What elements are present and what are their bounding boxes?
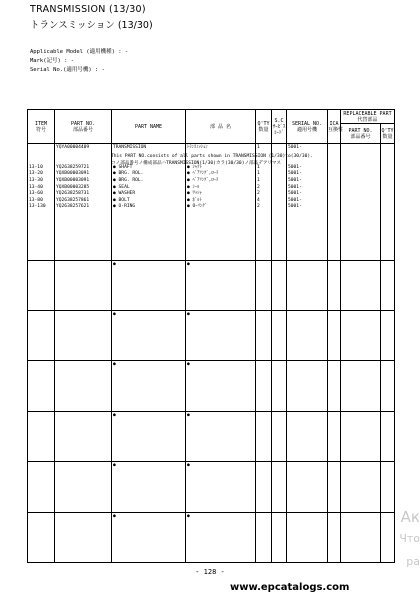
cell-item: 13-60	[29, 191, 43, 197]
col-serial-header: SERIAL NO. 適用号機	[287, 110, 328, 144]
cell-qty: 2	[257, 204, 260, 210]
cell-empty	[55, 512, 112, 562]
serial-no-field: Serial No.(適用号機) : -	[30, 67, 105, 73]
cell-empty	[328, 462, 341, 512]
table-row	[28, 361, 395, 411]
cell-empty	[256, 260, 272, 310]
cell-part-no: YQ2638259721	[56, 164, 90, 170]
cell-empty	[341, 512, 381, 562]
mark-field: Mark(記号) : -	[30, 58, 75, 64]
cell-sc	[273, 178, 286, 185]
consists-note-jp: コノ部品番号ノ構成部品ハTRANSMISSION(1/30)カラ(30/30)ノ部品デアリマス	[111, 160, 281, 166]
cell-empty	[55, 411, 112, 461]
cell-empty	[341, 311, 381, 361]
page-title-jp: トランスミッション (13/30)	[30, 20, 153, 31]
bullet-marker: ●	[187, 463, 190, 469]
cell-empty	[272, 260, 287, 310]
cell-qty: 1	[257, 164, 260, 170]
cell-part-no-column	[55, 144, 112, 261]
cell-empty	[112, 411, 186, 461]
cell-part-name: ● SHAFT	[113, 164, 133, 170]
watermark-line-2: Что	[399, 532, 420, 545]
cell-sc	[273, 185, 286, 192]
cell-empty	[381, 361, 395, 411]
cell-part-name: TRANSMISSION	[113, 145, 147, 150]
cell-empty	[328, 260, 341, 310]
bullet-marker: ●	[113, 513, 116, 519]
cell-empty	[328, 411, 341, 461]
bullet-marker: ●	[113, 312, 116, 318]
cell-empty	[256, 462, 272, 512]
watermark-line-3: ра	[406, 555, 420, 568]
cell-empty	[287, 411, 328, 461]
cell-serial: 5001-	[288, 171, 302, 177]
col-sc-header: S.C ｻｰﾋﾞｽ ｺｰﾄﾞ	[272, 110, 287, 144]
cell-item: 13-10	[29, 164, 43, 170]
cell-empty	[341, 144, 381, 261]
cell-empty	[55, 361, 112, 411]
col-item-header: ITEM 符号	[28, 110, 55, 144]
cell-empty	[272, 311, 287, 361]
cell-qty: 1	[257, 145, 260, 150]
cell-part-name: ● WASHER	[113, 191, 136, 197]
cell-empty	[328, 361, 341, 411]
cell-empty	[287, 512, 328, 562]
cell-part-no: YQXB00003091	[56, 171, 90, 177]
cell-serial: 5001-	[288, 145, 302, 150]
cell-part-no: YQXB00003091	[56, 177, 90, 183]
cell-empty	[341, 260, 381, 310]
cell-empty	[341, 411, 381, 461]
col-r-part-no-header: PART NO. 部品番号	[341, 124, 381, 144]
cell-serial: 5001-	[288, 184, 302, 190]
cell-empty	[112, 462, 186, 512]
cell-item: 13-30	[29, 177, 43, 183]
cell-empty	[256, 311, 272, 361]
col-part-name-header: PART NAME	[112, 110, 186, 144]
cell-empty	[287, 462, 328, 512]
cell-empty	[186, 361, 256, 411]
cell-part-no: YQ2638258731	[56, 191, 90, 197]
cell-item: 13-20	[29, 171, 43, 177]
bullet-marker: ●	[187, 513, 190, 519]
cell-sc	[273, 191, 286, 198]
cell-empty	[381, 512, 395, 562]
cell-empty	[381, 411, 395, 461]
cell-item-column	[28, 144, 55, 261]
cell-part-name-jp: ● ﾜｯｼｬ	[187, 191, 202, 197]
cell-empty	[341, 462, 381, 512]
cell-item	[29, 145, 54, 152]
col-qty-header: Q'TY 数量	[256, 110, 272, 144]
cell-empty	[287, 361, 328, 411]
cell-part-no: YQ2638257621	[56, 204, 90, 210]
cell-empty	[28, 411, 55, 461]
table-row	[28, 411, 395, 461]
note-spacer	[56, 158, 111, 165]
cell-part-name-jp: ● ﾍﾞｱﾘﾝｸﾞ,ﾛｰﾗ	[187, 171, 219, 177]
cell-part-name-jp: ﾄﾗﾝｽﾐｯｼｮﾝ	[187, 145, 208, 150]
cell-part-name-jp: ● Oｰﾘﾝｸﾞ	[187, 204, 207, 210]
cell-serial: 5001-	[288, 164, 302, 170]
cell-part-no: YQYA00004409	[56, 145, 90, 150]
cell-empty	[112, 361, 186, 411]
col-replaceable-header: REPLACEABLE PART 代替部品	[341, 110, 395, 124]
cell-empty	[341, 361, 381, 411]
cell-part-no: YQXB00003285	[56, 184, 90, 190]
cell-part-no: YQ2638257861	[56, 197, 90, 203]
cell-empty	[381, 462, 395, 512]
cell-serial: 5001-	[288, 177, 302, 183]
cell-item: 13-40	[29, 184, 43, 190]
cell-empty	[28, 311, 55, 361]
cell-serial: 5001-	[288, 191, 302, 197]
cell-part-name: ● O-RING	[113, 204, 136, 210]
cell-empty	[272, 361, 287, 411]
cell-item: 13-130	[29, 204, 46, 210]
col-r-qty-header: Q'TY 数量	[381, 124, 395, 144]
bullet-marker: ●	[187, 312, 190, 318]
table-row	[28, 311, 395, 361]
cell-empty	[55, 462, 112, 512]
bullet-marker: ●	[187, 362, 190, 368]
cell-empty	[287, 260, 328, 310]
page-title: TRANSMISSION (13/30)	[30, 4, 146, 15]
cell-empty	[328, 512, 341, 562]
watermark-line-1: Ак	[400, 508, 420, 526]
site-url: www.epcatalogs.com	[230, 582, 350, 593]
cell-empty	[186, 260, 256, 310]
col-ica-header: ICA 互換性	[328, 110, 341, 144]
cell-empty	[256, 512, 272, 562]
note-spacer	[29, 152, 54, 159]
cell-empty	[28, 512, 55, 562]
applicable-model: Applicable Model (適用機種) : -	[30, 49, 129, 55]
cell-qty: 2	[257, 191, 260, 197]
cell-part-name: ● BRG. ROL.	[113, 177, 144, 183]
table-row	[28, 260, 395, 310]
col-part-name-jp-header: 部 品 名	[186, 110, 256, 144]
cell-empty	[381, 311, 395, 361]
cell-sc	[273, 171, 286, 178]
cell-empty	[28, 462, 55, 512]
cell-empty	[28, 260, 55, 310]
cell-empty	[112, 260, 186, 310]
bullet-marker: ●	[113, 412, 116, 418]
cell-empty	[55, 311, 112, 361]
note-spacer	[29, 158, 54, 165]
bullet-marker: ●	[113, 362, 116, 368]
cell-part-name: ● BRG. ROL.	[113, 171, 144, 177]
cell-empty	[112, 311, 186, 361]
cell-empty	[186, 411, 256, 461]
page-number: - 128 -	[195, 568, 225, 576]
cell-part-name-jp: ● ｼｰﾙ	[187, 184, 200, 190]
cell-empty	[256, 411, 272, 461]
cell-serial: 5001-	[288, 197, 302, 203]
bullet-marker: ●	[113, 261, 116, 267]
cell-sc	[273, 145, 286, 152]
parts-table	[27, 109, 395, 563]
bullet-marker: ●	[187, 261, 190, 267]
cell-empty	[272, 512, 287, 562]
consists-note-en: This PART NO.consists of all parts shown in TRANSMISSION (1/30)to(30/30).	[111, 154, 313, 159]
table-row	[28, 512, 395, 562]
cell-empty	[28, 361, 55, 411]
bullet-marker: ●	[113, 463, 116, 469]
cell-empty	[272, 411, 287, 461]
cell-part-name-jp: ● ｼｬﾌﾄ	[187, 164, 202, 170]
cell-item: 13-80	[29, 197, 43, 203]
col-part-no-header: PART NO. 部品番号	[55, 110, 112, 144]
cell-serial: 5001-	[288, 204, 302, 210]
bullet-marker: ●	[187, 412, 190, 418]
cell-qty: 1	[257, 171, 260, 177]
table-row	[28, 462, 395, 512]
note-spacer	[56, 152, 111, 159]
cell-empty	[272, 462, 287, 512]
cell-empty	[328, 311, 341, 361]
cell-empty	[186, 462, 256, 512]
cell-part-name: ● BOLT	[113, 197, 130, 203]
cell-qty: 4	[257, 197, 260, 203]
cell-empty	[55, 260, 112, 310]
cell-empty	[186, 512, 256, 562]
cell-empty	[381, 144, 395, 261]
cell-empty	[256, 361, 272, 411]
cell-part-name: ● SEAL	[113, 184, 130, 190]
cell-qty: 1	[257, 177, 260, 183]
cell-empty	[186, 311, 256, 361]
cell-sc	[273, 198, 286, 205]
cell-qty: 2	[257, 184, 260, 190]
cell-part-name-jp: ● ﾍﾞｱﾘﾝｸﾞ,ﾛｰﾗ	[187, 177, 219, 183]
cell-empty	[287, 311, 328, 361]
cell-empty	[381, 260, 395, 310]
cell-part-name-jp: ● ﾎﾞﾙﾄ	[187, 197, 202, 203]
cell-sc	[273, 204, 286, 211]
cell-empty	[112, 512, 186, 562]
cell-empty	[328, 144, 341, 261]
consists-note	[111, 154, 313, 167]
